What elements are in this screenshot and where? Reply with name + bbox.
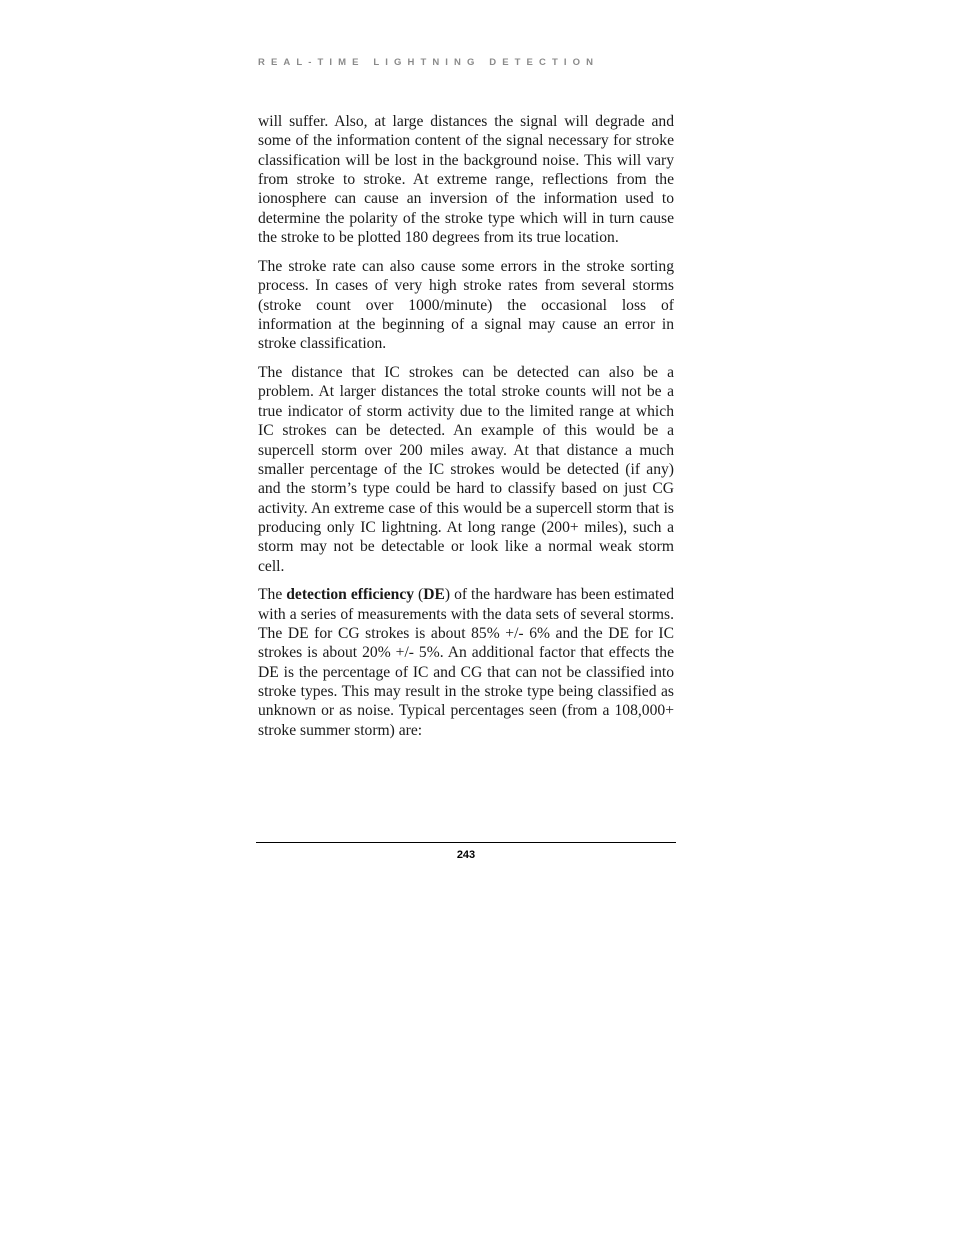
paragraph-text: ) of the hardware has been estimated with a series of measurements with the data sets of several storms. The DE for CG strokes is about 85% +/- 6% and the DE for IC strokes is about 20% +/- 5%. An additional factor that effects the DE is the percentage of IC and CG that can not be classified into stroke types. This may result in the stroke type being classified as unknown or as noise. Typical percentages seen (from a 108,000+ stroke summer storm) are: (258, 586, 675, 739)
paragraph (258, 585, 674, 740)
paragraph: The stroke rate can also cause some errors in the stroke sorting process. In cases of very high stroke rates from several storms (stroke count over 1000/minute) the occasional loss of information at the beginning of a signal may cause an error in stroke classification. (258, 257, 674, 353)
bold-term: detection efficiency (286, 586, 415, 604)
running-header: REAL-TIME LIGHTNING DETECTION (258, 57, 600, 68)
paragraph-lead: The (258, 586, 287, 604)
page-number: 243 (456, 849, 476, 861)
paragraph-text: ( (414, 586, 424, 604)
paragraph: will suffer. Also, at large distances the signal will degrade and some of the information content of the signal necessary for stroke classification will be lost in the background noise. This will vary from stroke to stroke. At extreme range, reflections from the ionosphere can cause an inversion of the information used to determine the polarity of the stroke type which will in turn cause the stroke to be plotted 180 degrees from its true location. (258, 113, 674, 247)
paragraph: The distance that IC strokes can be detected can also be a problem. At larger distances the total stroke counts will not be a true indicator of storm activity due to the limited range at which IC strokes can be detected. An example of this would be a supercell storm over 200 miles away. At that distance a much smaller percentage of the IC strokes would be detected (if any) and the storm’s type could be hard to classify based on just CG activity. An extreme case of this would be a supercell storm that is producing only IC lightning. At long range (200+ miles), such a storm may not be detectable or look like a normal weak storm cell. (258, 364, 674, 575)
footer-rule (256, 842, 676, 843)
bold-abbreviation: DE (423, 586, 445, 604)
body-text (258, 112, 674, 750)
